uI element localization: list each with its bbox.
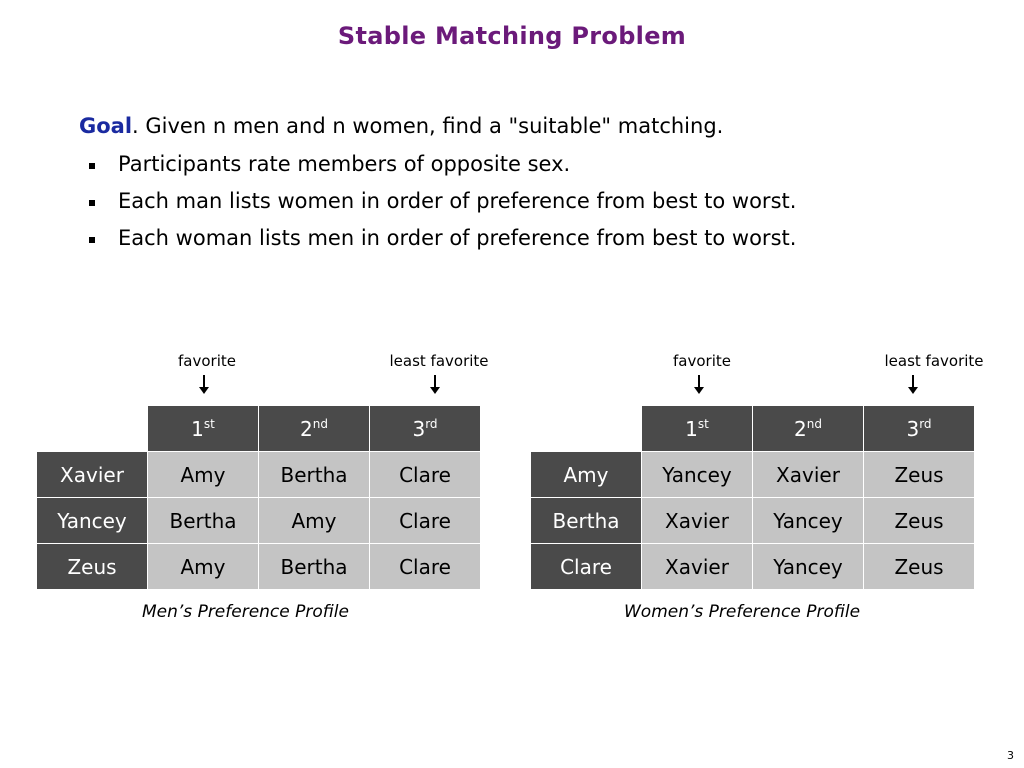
table-row bbox=[37, 452, 481, 498]
rank-header-1: 1st bbox=[642, 406, 753, 452]
pref-cell: Yancey bbox=[642, 452, 753, 498]
rank-header-1: 1st bbox=[148, 406, 259, 452]
slide-title: Stable Matching Problem bbox=[337, 22, 687, 50]
goal-text: . Given n men and n women, find a "suitable" matching. bbox=[132, 114, 724, 138]
women-least-favorite-arrow-icon bbox=[912, 375, 914, 389]
pref-cell: Yancey bbox=[753, 498, 864, 544]
table-row bbox=[531, 544, 975, 590]
pref-cell: Xavier bbox=[642, 544, 753, 590]
men-least-favorite-label: least favorite bbox=[389, 352, 489, 370]
pref-cell: Zeus bbox=[864, 544, 975, 590]
pref-cell: Bertha bbox=[259, 544, 370, 590]
table-row bbox=[531, 452, 975, 498]
row-name: Yancey bbox=[37, 498, 148, 544]
page-number: 3 bbox=[1007, 749, 1014, 762]
pref-cell: Xavier bbox=[753, 452, 864, 498]
bullet-marker-icon bbox=[89, 200, 95, 206]
rank-header-3: 3rd bbox=[864, 406, 975, 452]
pref-cell: Zeus bbox=[864, 452, 975, 498]
bullet-marker-icon bbox=[89, 237, 95, 243]
goal-label: Goal bbox=[79, 114, 133, 138]
pref-cell: Amy bbox=[148, 544, 259, 590]
table-row bbox=[37, 498, 481, 544]
pref-cell: Bertha bbox=[148, 498, 259, 544]
table-header-row bbox=[531, 406, 975, 452]
pref-cell: Amy bbox=[259, 498, 370, 544]
corner-cell bbox=[37, 406, 148, 452]
women-preference-table bbox=[530, 405, 975, 590]
bullet-marker-icon bbox=[89, 163, 95, 169]
bullet-item: Participants rate members of opposite sex. bbox=[86, 150, 796, 187]
row-name: Amy bbox=[531, 452, 642, 498]
pref-cell: Clare bbox=[370, 452, 481, 498]
pref-cell: Zeus bbox=[864, 498, 975, 544]
bullet-item: Each man lists women in order of preference from best to worst. bbox=[86, 187, 796, 224]
men-table-caption: Men’s Preference Profile bbox=[142, 602, 349, 622]
table-row bbox=[531, 498, 975, 544]
rank-header-2: 2nd bbox=[259, 406, 370, 452]
pref-cell: Bertha bbox=[259, 452, 370, 498]
pref-cell: Clare bbox=[370, 544, 481, 590]
row-name: Bertha bbox=[531, 498, 642, 544]
table-row bbox=[37, 544, 481, 590]
men-preference-table bbox=[36, 405, 481, 590]
pref-cell: Amy bbox=[148, 452, 259, 498]
women-least-favorite-label: least favorite bbox=[884, 352, 984, 370]
men-favorite-arrow-icon bbox=[203, 375, 205, 389]
table-header-row bbox=[37, 406, 481, 452]
men-least-favorite-arrow-icon bbox=[434, 375, 436, 389]
women-favorite-label: favorite bbox=[673, 352, 731, 370]
men-favorite-label: favorite bbox=[178, 352, 236, 370]
women-favorite-arrow-icon bbox=[698, 375, 700, 389]
row-name: Zeus bbox=[37, 544, 148, 590]
corner-cell bbox=[531, 406, 642, 452]
pref-cell: Clare bbox=[370, 498, 481, 544]
row-name: Clare bbox=[531, 544, 642, 590]
rank-header-2: 2nd bbox=[753, 406, 864, 452]
goal-statement bbox=[79, 114, 723, 138]
bullet-item: Each woman lists men in order of preference from best to worst. bbox=[86, 224, 796, 261]
women-table-caption: Women’s Preference Profile bbox=[624, 602, 861, 622]
pref-cell: Yancey bbox=[753, 544, 864, 590]
bullet-list bbox=[86, 150, 796, 261]
row-name: Xavier bbox=[37, 452, 148, 498]
pref-cell: Xavier bbox=[642, 498, 753, 544]
rank-header-3: 3rd bbox=[370, 406, 481, 452]
